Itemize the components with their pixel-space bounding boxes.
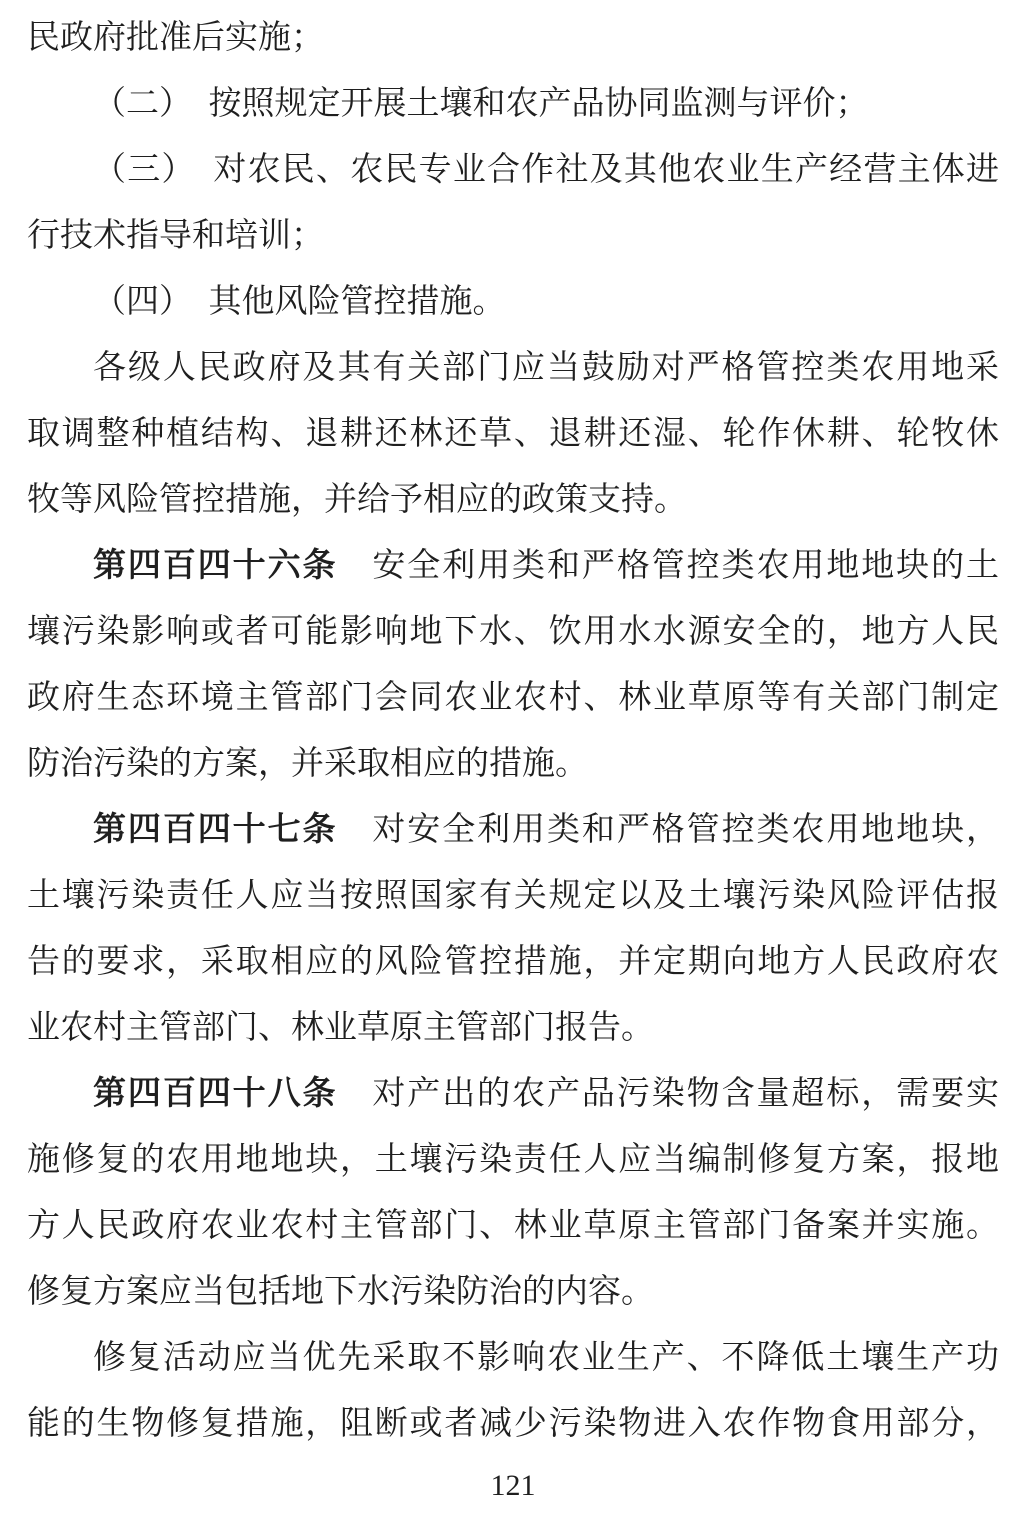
text-line: 业农村主管部门、林业草原主管部门报告。 (27, 1010, 654, 1046)
text-line: 民政府批准后实施； (27, 20, 324, 56)
text-line: 壤污染影响或者可能影响地下水、饮用水水源安全的，地方人民 (27, 614, 999, 650)
text-line: 行技术指导和培训； (27, 218, 324, 254)
list-item-line: （三） 对农民、农民专业合作社及其他农业生产经营主体进 (93, 152, 999, 188)
article-heading-line (27, 533, 999, 599)
article-number: 第四百四十七条 (93, 812, 338, 848)
text-line: 修复活动应当优先采取不影响农业生产、不降低土壤生产功 (93, 1340, 999, 1376)
list-item-line: （二） 按照规定开展土壤和农产品协同监测与评价； (93, 86, 869, 122)
text-line: 政府生态环境主管部门会同农业农村、林业草原等有关部门制定 (27, 680, 999, 716)
article-number: 第四百四十六条 (93, 548, 338, 584)
text-line: 施修复的农用地地块，土壤污染责任人应当编制修复方案，报地 (27, 1142, 999, 1178)
article-heading-line (27, 797, 999, 863)
text-line: 取调整种植结构、退耕还林还草、退耕还湿、轮作休耕、轮牧休 (27, 416, 999, 452)
text-line: 防治污染的方案，并采取相应的措施。 (27, 746, 588, 782)
text-line: 土壤污染责任人应当按照国家有关规定以及土壤污染风险评估报 (27, 878, 999, 914)
text-line: 方人民政府农业农村主管部门、林业草原主管部门备案并实施。 (27, 1208, 999, 1244)
text-line: 修复方案应当包括地下水污染防治的内容。 (27, 1274, 654, 1310)
text-line: 能的生物修复措施，阻断或者减少污染物进入农作物食用部分， (27, 1406, 999, 1442)
article-number: 第四百四十八条 (93, 1076, 338, 1112)
article-text: 对安全利用类和严格管控类农用地地块， (337, 812, 999, 848)
article-text: 对产出的农产品污染物含量超标，需要实 (337, 1076, 999, 1112)
page-footer (27, 1466, 999, 1506)
list-item-line: （四） 其他风险管控措施。 (93, 284, 506, 320)
text-line: 牧等风险管控措施，并给予相应的政策支持。 (27, 482, 687, 518)
text-line: 告的要求，采取相应的风险管控措施，并定期向地方人民政府农 (27, 944, 999, 980)
article-heading-line (27, 1061, 999, 1127)
text-line: 各级人民政府及其有关部门应当鼓励对严格管控类农用地采 (93, 350, 999, 386)
article-text: 安全利用类和严格管控类农用地地块的土 (337, 548, 999, 584)
page-number: 121 (490, 1469, 536, 1502)
